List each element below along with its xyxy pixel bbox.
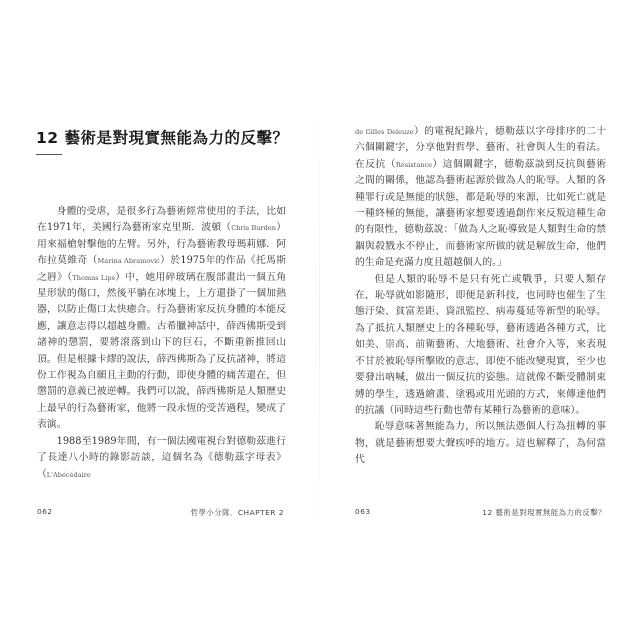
paragraph [355, 272, 606, 420]
paragraph [355, 419, 606, 468]
latin-name: Chris Burden [231, 224, 277, 233]
text-run: ）這個關鍵字，德勒茲談到反抗與藝術之間的關係，他認為藝術起源於做為人的恥辱。人類的各種罪行或是無能的狀態，都是恥辱的來源，比如死亡就是一種終極的無能，讓藝術家想要透過創作來反叛這種生命的有限性，德勒茲說：「做為人之恥導致是人類對生命的禁錮與殺戮永不停止，而藝術家所做的就是解放生命，他們的生命是充滿力度且超越個人的。」 [355, 158, 607, 269]
text-run: 恥辱意味著無能為力，所以無法憑個人行為扭轉的事物，就是藝術想要大聲疾呼的地方。這也解釋了，為何當代 [355, 421, 606, 466]
text-run: ）中，她用碎玻璃在腹部畫出一個五角星形狀的傷口，然後平躺在冰塊上，上方還掛了一個加熱器，以防止傷口太快癒合。行為藝術家反抗身體的本能反應，讓意志得以超越身體。古希臘神話中，薛西佛斯受到諸神的懲罰，要將滾落到山下的巨石，不斷重新推回山頂。但是根據卡繆的說法，薛西佛斯為了反抗諸神，將這份工作視為自願且主動的行動，即使身體的痛苦還在，但懲罰的意義已被逆轉。我們可以說，薛西佛斯是人類歷史上最早的行為藝術家，他將一段永恆的受苦過程，變成了表演。 [37, 271, 286, 431]
latin-name: de Gilles Deleuze [355, 128, 414, 136]
left-body-text [37, 204, 286, 483]
running-head-left: 哲學小分隊．CHAPTER 2 [190, 508, 284, 517]
latin-name: L'Abécédaire [46, 470, 91, 479]
right-page [320, 0, 640, 640]
text-run: ）用來福槍射擊他的左臂。另外，行為藝術教母瑪莉娜．阿布拉莫維奇（ [37, 222, 287, 267]
latin-name: Marina Abramović [97, 257, 160, 266]
running-head-right: 12 藝術是對現實無能為力的反擊？ [482, 508, 606, 517]
text-run: 但是人類的恥辱不是只有死亡或戰爭，只要人類存在，恥辱就如影隨形，即便是新科技，也同時也催生了生態汙染、貧富差距、資訊監控、病毒蔓延等新型的恥辱。為了抵抗人類歷史上的各種恥辱，藝術透過各種方式，比如美、崇高、前衛藝術、大地藝術、社會介入等，來表現不甘於被恥辱所擊敗的意志，即使不能改變現實，至少也要發出吶喊，做出一個反抗的姿態。這就像不斷受體制束縛的學生，透過繪畫、塗鴉或用光頭的方式，來傳達他們的抗議（同時這些行動也帶有某種行為藝術的意味）。 [355, 273, 606, 416]
title-rule [36, 154, 62, 155]
paragraph [37, 434, 286, 483]
page-number-left: 062 [37, 507, 53, 516]
chapter-title: 12 藝術是對現實無能為力的反擊？ [36, 129, 289, 147]
text-run: ）於1975年的作品《托馬斯之唇》（ [37, 255, 286, 283]
latin-name: Thomas Lips [72, 273, 115, 282]
page-number-right: 063 [355, 507, 371, 516]
text-run: 1988至1989年間，有一個法國電視台對德勒茲進行了長達八小時的錄影訪談，這個名為《德勒茲字母表》（ [37, 435, 286, 480]
text-run: 身體的受虐，是很多行為藝術經常使用的手法，比如在1971年，美國行為藝術家克里斯．波頓（ [37, 206, 286, 234]
text-run: ）的電視紀錄片，德勒茲以字母排序的二十六個關鍵字，分享他對哲學、藝術、社會與人生的看法。在反抗（ [355, 126, 606, 170]
latin-name: Résistance [395, 160, 433, 169]
right-body-text [355, 124, 606, 469]
paragraph [37, 204, 286, 434]
paragraph [355, 124, 606, 272]
